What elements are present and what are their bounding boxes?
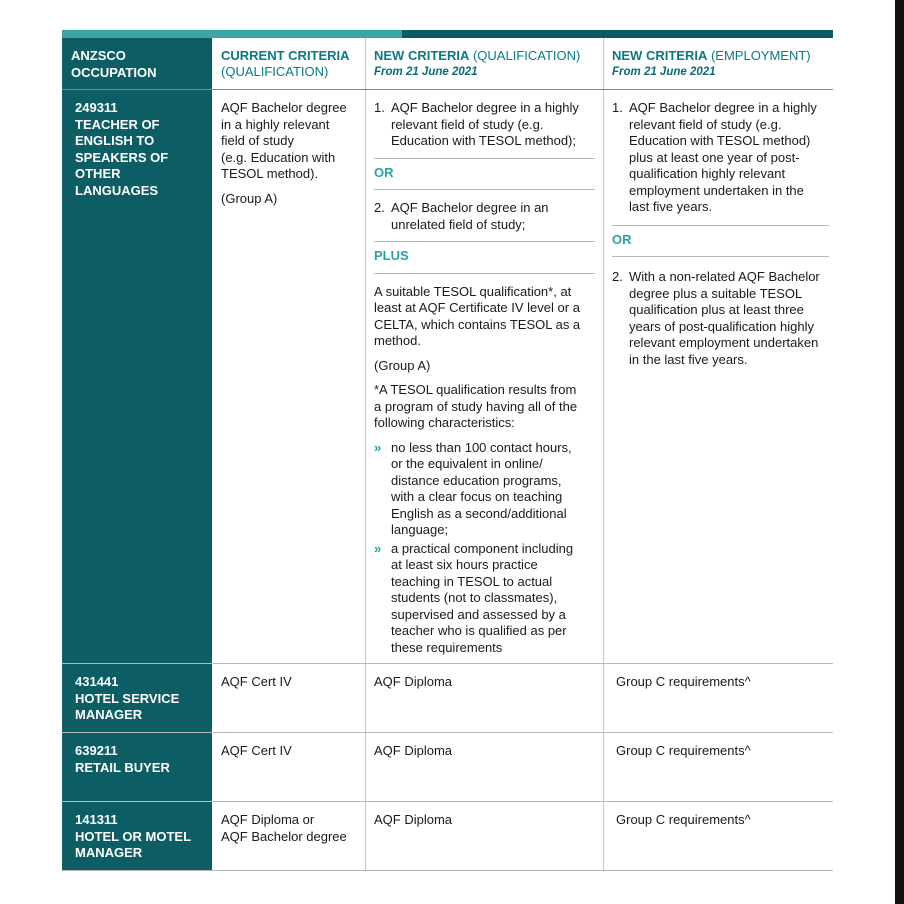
header-occupation-label: ANZSCO OCCUPATION <box>71 48 157 80</box>
new-qualification-cell <box>366 90 604 663</box>
new-employment-cell: Group C requirements^ <box>616 743 751 758</box>
new-employment-cell: Group C requirements^ <box>616 812 751 827</box>
divider <box>374 158 595 159</box>
newq-plus-label: PLUS <box>374 248 409 263</box>
header-occupation <box>62 38 212 89</box>
newq-item-1-number: 1. <box>374 100 385 115</box>
newe-item-1-text: AQF Bachelor degree in a highly relevant field of study (e.g. Education with TESOL method) plus at least one year of post- qualification highly relevant employment undertaken in the last five years. <box>629 100 817 214</box>
newq-item-2-number: 2. <box>374 200 385 215</box>
newq-tesol-paragraph: A suitable TESOL qualification*, at least at AQF Certificate IV level or a CELTA, which contains TESOL as a method. <box>374 283 581 348</box>
divider <box>374 189 595 190</box>
divider <box>374 241 595 242</box>
newe-or-label: OR <box>612 231 632 247</box>
new-qualification-cell: AQF Diploma <box>366 664 604 732</box>
new-employment-cell <box>604 90 833 663</box>
occupation-cell <box>62 733 212 801</box>
header-current-criteria <box>212 38 366 89</box>
newe-item-2 <box>612 269 829 368</box>
newq-item-2 <box>374 200 595 233</box>
header-current-title: CURRENT CRITERIA <box>221 48 350 63</box>
divider <box>612 225 829 226</box>
occupation-name: HOTEL SERVICE MANAGER <box>75 690 180 722</box>
header-newq-date: From 21 June 2021 <box>374 66 478 78</box>
occupation-code: 249311 <box>75 100 118 115</box>
page-edge-shadow <box>895 0 904 904</box>
header-newe-sub: (EMPLOYMENT) <box>710 48 811 63</box>
header-new-employment <box>604 38 833 89</box>
occupation-cell <box>62 664 212 732</box>
newq-item-2-text: AQF Bachelor degree in an unrelated field of study; <box>391 200 549 232</box>
newe-item-2-text: With a non-related AQF Bachelor degree plus a suitable TESOL qualification plus at least three years of post-qualification highly relevant employment undertaken in the last five years. <box>629 269 820 367</box>
current-criteria-cell <box>212 90 366 663</box>
occupation-code: 141311 <box>75 812 118 827</box>
newq-group: (Group A) <box>374 357 431 373</box>
new-employment-cell: Group C requirements^ <box>616 674 751 689</box>
occupation-name: RETAIL BUYER <box>75 759 170 775</box>
header-newq-title: NEW CRITERIA <box>374 48 470 63</box>
newe-item-1 <box>612 100 829 216</box>
newq-item-1 <box>374 100 595 150</box>
occupation-code: 431441 <box>75 674 119 689</box>
newe-item-2-number: 2. <box>612 269 623 284</box>
divider <box>612 256 829 257</box>
newq-tesol-note: *A TESOL qualification results from a program of study having all of the following characteristics: <box>374 382 578 430</box>
header-current-sub: (QUALIFICATION) <box>221 64 329 79</box>
current-criteria-group: (Group A) <box>221 190 278 206</box>
occupation-name: TEACHER OF ENGLISH TO SPEAKERS OF OTHER LANGUAGES <box>75 116 169 198</box>
criteria-table <box>62 38 833 871</box>
newe-item-1-number: 1. <box>612 100 623 115</box>
new-qualification-cell: AQF Diploma <box>366 733 604 801</box>
divider <box>374 273 595 274</box>
occupation-cell <box>62 90 212 663</box>
header-newq-sub: (QUALIFICATION) <box>472 48 581 63</box>
new-qualification-cell: AQF Diploma <box>366 802 604 870</box>
table-row <box>62 733 833 802</box>
accent-bar-dark <box>402 30 833 38</box>
occupation-cell <box>62 802 212 870</box>
accent-bar-light <box>62 30 402 38</box>
current-criteria-text: AQF Bachelor degree in a highly relevant field of study (e.g. Education with TESOL method). <box>221 100 347 181</box>
table-row <box>62 90 833 664</box>
newq-item-1-text: AQF Bachelor degree in a highly relevant field of study (e.g. Education with TESOL method); <box>391 100 579 148</box>
newq-bullet-2-text: a practical component including at least six hours practice teaching in TESOL to actual students (not to classmates), supervised and assessed by a teacher who is qualified as per these requirements <box>391 540 574 655</box>
current-criteria-cell: AQF Diploma or AQF Bachelor degree <box>212 802 366 870</box>
newq-or-label: OR <box>374 164 394 180</box>
occupation-name: HOTEL OR MOTEL MANAGER <box>75 828 192 860</box>
newq-bullet-1-text: no less than 100 contact hours, or the equivalent in online/ distance education programs, with a clear focus on teaching English as a second/additional language; <box>391 439 572 537</box>
current-criteria-cell: AQF Cert IV <box>212 733 366 801</box>
newq-bullet-2 <box>374 541 595 657</box>
header-newe-date: From 21 June 2021 <box>612 66 716 78</box>
chevron-bullet-icon: » <box>374 439 382 455</box>
table-row <box>62 802 833 871</box>
occupation-code: 639211 <box>75 743 118 758</box>
table-row <box>62 664 833 733</box>
header-newe-title: NEW CRITERIA <box>612 48 708 63</box>
table-header-row <box>62 38 833 90</box>
current-criteria-cell: AQF Cert IV <box>212 664 366 732</box>
newq-bullet-1 <box>374 440 595 539</box>
chevron-bullet-icon: » <box>374 540 382 556</box>
header-accent-bar <box>62 30 833 38</box>
header-new-qualification <box>366 38 604 89</box>
